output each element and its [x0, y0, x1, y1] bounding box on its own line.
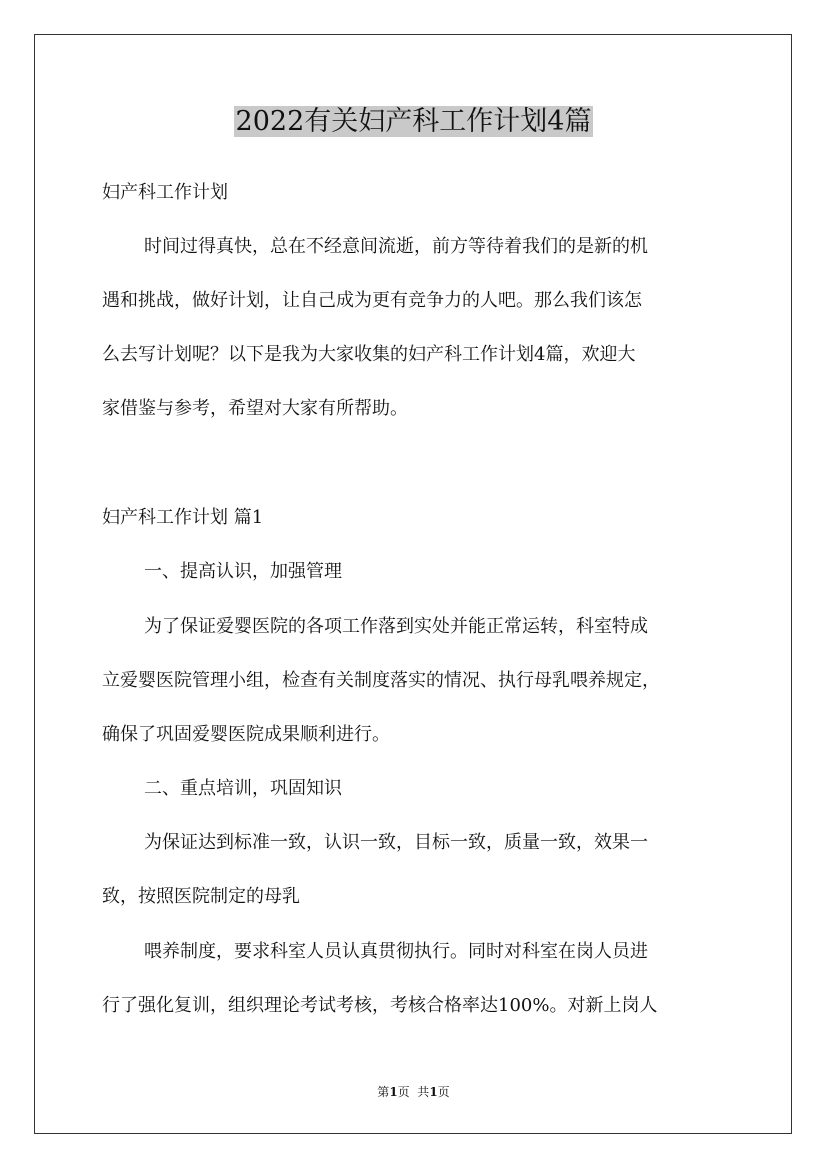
footer-prefix: 第: [377, 1085, 390, 1099]
paragraph-1-line-2: 立爱婴医院管理小组，检查有关制度落实的情况、执行母乳喂养规定，: [102, 670, 660, 691]
footer-middle: 页 共: [397, 1085, 430, 1099]
paragraph-2-line-2: 致，按照医院制定的母乳: [102, 886, 300, 907]
paragraph-2-line-1: 为保证达到标准一致，认识一致，目标一致，质量一致，效果一: [144, 832, 648, 853]
section-heading: 妇产科工作计划: [102, 182, 228, 203]
footer-page-number: 1: [389, 1085, 398, 1099]
paragraph-3-line-1: 喂养制度，要求科室人员认真贯彻执行。同时对科室在岗人员进: [144, 941, 648, 962]
document-title-text: 2022有关妇产科工作计划4篇: [235, 106, 592, 137]
subheading-2: 二、重点培训，巩固知识: [144, 778, 342, 799]
paragraph-1-line-3: 确保了巩固爱婴医院成果顺利进行。: [102, 724, 390, 745]
footer-suffix: 页: [437, 1085, 450, 1099]
article-heading: 妇产科工作计划 篇1: [102, 507, 264, 528]
intro-line-3: 么去写计划呢？以下是我为大家收集的妇产科工作计划4篇，欢迎大: [102, 344, 636, 365]
intro-line-2: 遇和挑战，做好计划，让自己成为更有竞争力的人吧。那么我们该怎: [102, 290, 642, 311]
footer-total-pages: 1: [429, 1085, 438, 1099]
paragraph-1-line-1: 为了保证爱婴医院的各项工作落到实处并能正常运转，科室特成: [144, 616, 648, 637]
subheading-1: 一、提高认识，加强管理: [144, 561, 342, 582]
intro-line-1: 时间过得真快，总在不经意间流逝，前方等待着我们的是新的机: [144, 236, 648, 257]
page-footer: [0, 1084, 827, 1100]
intro-line-4: 家借鉴与参考，希望对大家有所帮助。: [102, 398, 408, 419]
paragraph-3-line-2: 行了强化复训，组织理论考试考核，考核合格率达100%。对新上岗人: [102, 995, 658, 1016]
document-title: [0, 100, 827, 144]
